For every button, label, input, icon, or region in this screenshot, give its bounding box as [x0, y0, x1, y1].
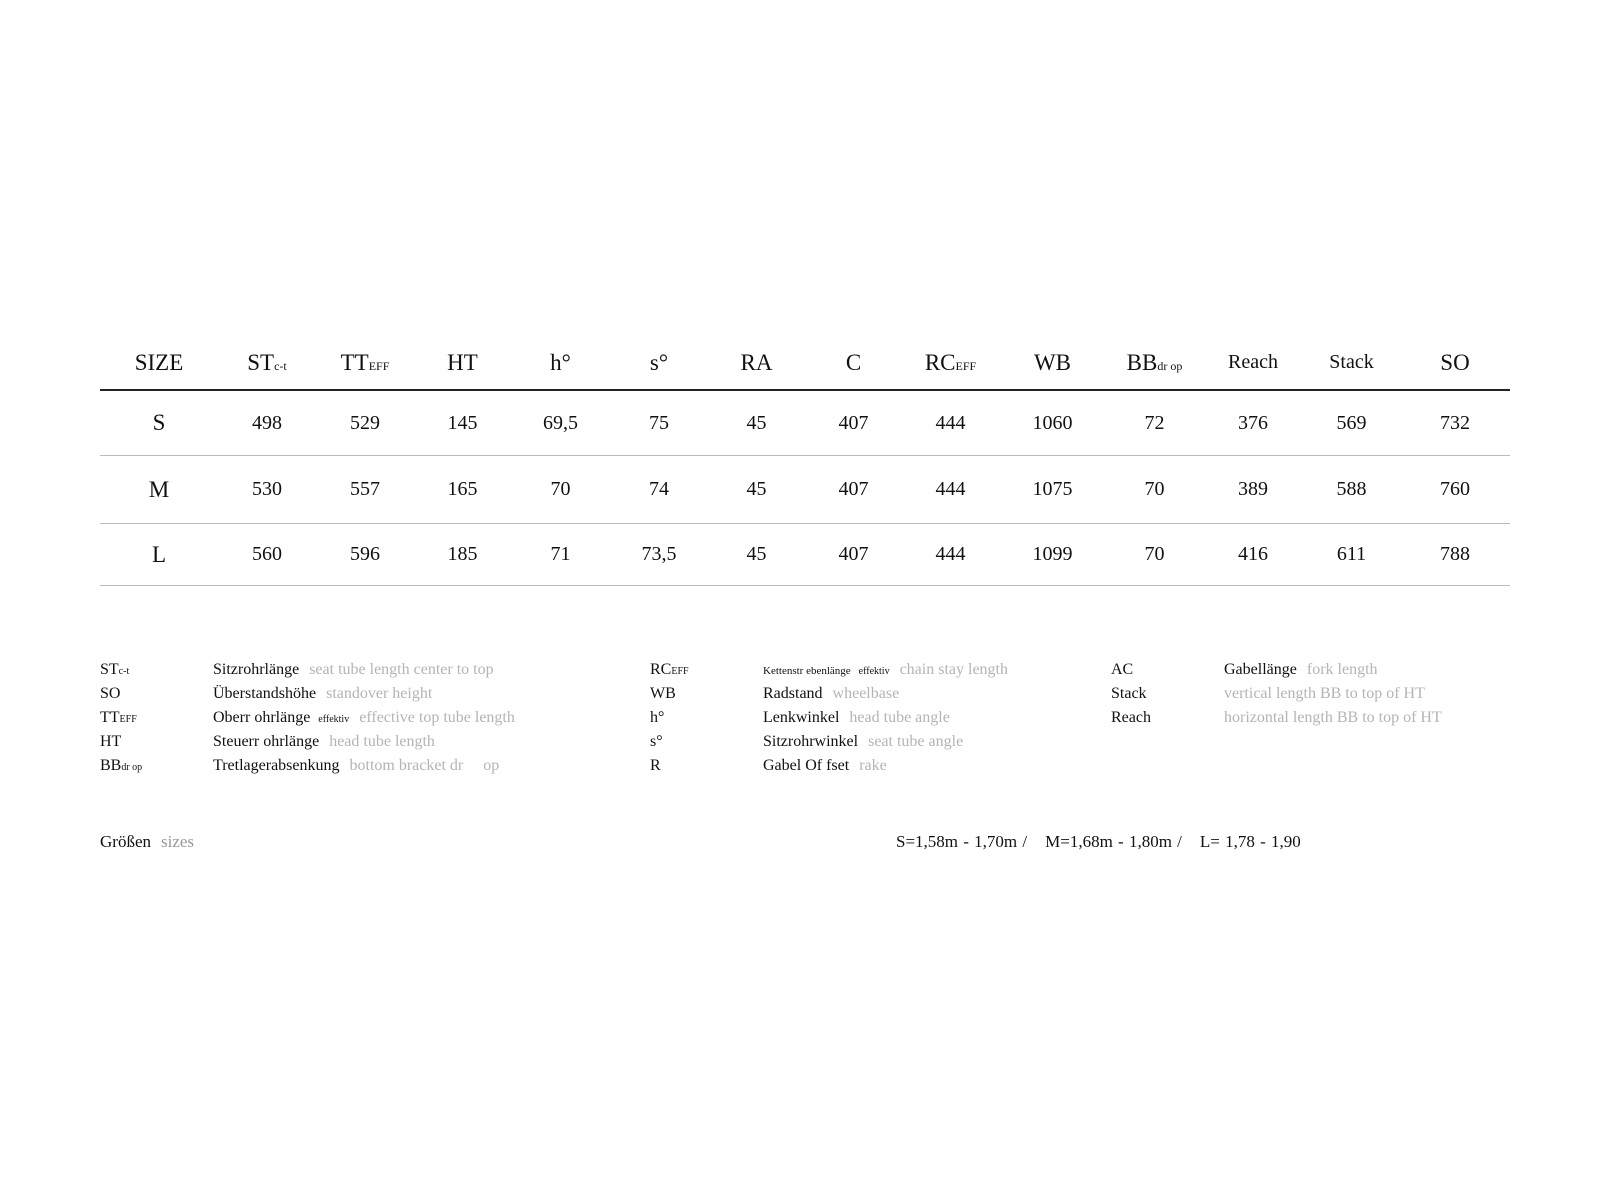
table-cell: 45	[708, 456, 805, 524]
column-header	[511, 336, 610, 390]
legend-abbreviation-main: HT	[100, 733, 122, 750]
legend-description	[213, 754, 499, 778]
legend-description	[763, 754, 887, 778]
legend-german-term: Radstand	[763, 685, 823, 702]
table-cell: 732	[1400, 390, 1510, 456]
table-cell: 569	[1303, 390, 1400, 456]
legend-abbreviation	[1111, 682, 1147, 706]
legend-abbreviation-main: h°	[650, 709, 665, 726]
legend-abbreviation	[650, 706, 664, 730]
legend-german-qualifier: effektiv	[858, 666, 890, 677]
table-cell: 185	[414, 524, 511, 586]
legend-english-term: rake	[859, 757, 887, 774]
size-cell: M	[100, 456, 218, 524]
table-cell: 560	[218, 524, 316, 586]
legend-item	[650, 730, 1100, 754]
legend-english-term: vertical length BB to top of HT	[1224, 685, 1425, 702]
column-header-label: C	[845, 349, 862, 375]
column-header-label: RC	[924, 349, 956, 375]
legend-item	[650, 682, 1100, 706]
legend-abbreviation-main: AC	[1111, 661, 1134, 678]
legend-english-term: fork length	[1306, 661, 1378, 678]
table-cell: 389	[1203, 456, 1303, 524]
legend-german-term: Oberr ohrlänge	[213, 709, 311, 726]
legend-description	[213, 730, 435, 754]
column-header	[218, 336, 316, 390]
legend-english-term: wheelbase	[832, 685, 900, 702]
legend-german-qualifier: effektiv	[318, 714, 350, 725]
legend-item	[100, 754, 620, 778]
table-header-row	[100, 336, 1510, 390]
column-header	[1303, 336, 1400, 390]
geometry-table	[100, 336, 1510, 586]
column-header-label: Reach	[1228, 351, 1278, 373]
size-range-s: S=1,58m - 1,70m /	[896, 832, 1028, 851]
column-header-label: TT	[340, 349, 369, 375]
column-header	[1106, 336, 1203, 390]
legend-english-term: bottom bracket dr op	[349, 757, 500, 774]
table-cell: 1099	[999, 524, 1106, 586]
table-cell: 376	[1203, 390, 1303, 456]
table-cell: 45	[708, 390, 805, 456]
legend-abbreviation-main: Reach	[1111, 709, 1151, 726]
table-cell: 444	[902, 524, 999, 586]
legend-german-term: Steuerr ohrlänge	[213, 733, 320, 750]
column-header	[805, 336, 902, 390]
column-header-label: SO	[1440, 349, 1470, 375]
table-cell: 760	[1400, 456, 1510, 524]
table-cell: 1060	[999, 390, 1106, 456]
table-cell: 444	[902, 456, 999, 524]
legend-description	[1224, 706, 1442, 730]
column-header-label: SIZE	[134, 349, 184, 375]
legend-abbreviation	[1111, 706, 1151, 730]
legend-abbreviation-main: BB	[100, 757, 122, 774]
table-cell: 70	[1106, 524, 1203, 586]
column-header-label: HT	[447, 349, 478, 375]
column-header-label: BB	[1126, 349, 1158, 375]
legend-german-term: Sitzrohrwinkel	[763, 733, 859, 750]
table-cell: 75	[610, 390, 708, 456]
sizes-label-de: Größen	[100, 832, 151, 851]
table-row	[100, 456, 1510, 524]
legend-abbreviation-subscript: EFF	[671, 666, 689, 677]
legend-item	[1111, 706, 1511, 730]
legend-english-term: head tube length	[329, 733, 435, 750]
table-row	[100, 524, 1510, 586]
size-range-l: L= 1,78 - 1,90	[1199, 832, 1301, 851]
table-cell: 145	[414, 390, 511, 456]
table-cell: 588	[1303, 456, 1400, 524]
column-header-subscript: EFF	[955, 358, 977, 373]
table-cell: 596	[316, 524, 414, 586]
legend-abbreviation-subscript: EFF	[119, 714, 137, 725]
table-cell: 444	[902, 390, 999, 456]
legend-item	[1111, 682, 1511, 706]
legend-abbreviation-main: SO	[100, 685, 121, 702]
column-header	[100, 336, 218, 390]
column-header	[610, 336, 708, 390]
legend-description	[213, 706, 515, 732]
legend-abbreviation-subscript: c-t	[118, 666, 130, 677]
legend-description	[213, 658, 494, 682]
table-cell: 416	[1203, 524, 1303, 586]
legend-english-term: head tube angle	[849, 709, 950, 726]
legend-abbreviation-main: R	[650, 757, 661, 774]
table-row	[100, 390, 1510, 456]
legend-description	[213, 682, 432, 706]
column-header-label: h°	[550, 349, 571, 375]
column-header	[316, 336, 414, 390]
legend-abbreviation	[650, 754, 661, 778]
legend-german-term: Kettenstr ebenlänge	[763, 665, 851, 677]
table-cell: 71	[511, 524, 610, 586]
legend-column-3	[1111, 658, 1511, 730]
legend-abbreviation-main: Stack	[1111, 685, 1147, 702]
legend-abbreviation-main: s°	[650, 733, 663, 750]
column-header-label: ST	[247, 349, 275, 375]
column-header-label: Stack	[1329, 351, 1374, 373]
legend-english-term: seat tube length center to top	[309, 661, 494, 678]
table-cell: 529	[316, 390, 414, 456]
table-cell: 1075	[999, 456, 1106, 524]
legend-english-term: standover height	[326, 685, 433, 702]
column-header	[1400, 336, 1510, 390]
table-cell: 407	[805, 524, 902, 586]
legend-abbreviation	[1111, 658, 1133, 682]
column-header-subscript: EFF	[368, 358, 390, 373]
legend-german-term: Gabellänge	[1224, 661, 1297, 678]
legend-german-term: Gabel Of fset	[763, 757, 850, 774]
legend-abbreviation	[650, 682, 676, 706]
column-header-label: RA	[740, 349, 773, 375]
table-cell: 45	[708, 524, 805, 586]
legend-description	[763, 682, 899, 706]
legend-english-term: seat tube angle	[868, 733, 964, 750]
column-header	[999, 336, 1106, 390]
column-header-label: WB	[1033, 349, 1072, 375]
table-cell: 407	[805, 390, 902, 456]
sizes-label-en: sizes	[160, 832, 195, 851]
table-cell: 530	[218, 456, 316, 524]
column-header	[414, 336, 511, 390]
size-cell: L	[100, 524, 218, 586]
legend-item	[650, 658, 1100, 682]
legend-abbreviation-main: WB	[650, 685, 676, 702]
legend-abbreviation	[650, 730, 663, 754]
size-cell: S	[100, 390, 218, 456]
legend-description	[1224, 682, 1425, 706]
legend-abbreviation	[100, 730, 121, 754]
legend-item	[100, 682, 620, 706]
legend-abbreviation	[100, 754, 142, 780]
legend-item	[650, 706, 1100, 730]
legend-german-term: Lenkwinkel	[763, 709, 840, 726]
legend-abbreviation-main: TT	[100, 709, 120, 726]
table-cell: 74	[610, 456, 708, 524]
legend-abbreviation-main: RC	[650, 661, 672, 678]
table-cell: 70	[1106, 456, 1203, 524]
table-cell: 165	[414, 456, 511, 524]
sizes-ranges	[896, 832, 1319, 852]
legend-description	[763, 658, 1008, 684]
legend-item	[650, 754, 1100, 778]
column-header-label: s°	[649, 349, 669, 375]
column-header-subscript: c-t	[274, 358, 287, 373]
table-cell: 557	[316, 456, 414, 524]
legend-column-2	[650, 658, 1100, 778]
legend-german-term: Sitzrohrlänge	[213, 661, 300, 678]
legend-abbreviation	[100, 682, 120, 706]
column-header	[1203, 336, 1303, 390]
legend-description	[1224, 658, 1378, 682]
column-header	[902, 336, 999, 390]
column-header	[708, 336, 805, 390]
table-cell: 788	[1400, 524, 1510, 586]
legend-item	[1111, 658, 1511, 682]
table-cell: 70	[511, 456, 610, 524]
legend-german-term: Überstandshöhe	[213, 685, 317, 702]
table-cell: 72	[1106, 390, 1203, 456]
legend-abbreviation-subscript: dr op	[121, 762, 143, 773]
sizes-label	[100, 832, 194, 852]
legend-item	[100, 706, 620, 730]
table-cell: 611	[1303, 524, 1400, 586]
legend-column-1	[100, 658, 620, 778]
column-header-subscript: dr op	[1157, 358, 1183, 373]
table-cell: 498	[218, 390, 316, 456]
table-cell: 407	[805, 456, 902, 524]
legend-item	[100, 730, 620, 754]
table-body	[100, 390, 1510, 586]
legend-english-term: effective top tube length	[359, 709, 515, 726]
table-cell: 73,5	[610, 524, 708, 586]
legend-abbreviation-main: ST	[100, 661, 119, 678]
legend-item	[100, 658, 620, 682]
size-range-m: M=1,68m - 1,80m /	[1045, 832, 1182, 851]
legend-english-term: horizontal length BB to top of HT	[1224, 709, 1442, 726]
legend-abbreviation	[100, 706, 137, 732]
legend-abbreviation	[650, 658, 689, 684]
table-cell: 69,5	[511, 390, 610, 456]
legend-abbreviation	[100, 658, 129, 684]
legend-german-term: Tretlagerabsenkung	[213, 757, 340, 774]
legend-description	[763, 706, 950, 730]
legend-description	[763, 730, 963, 754]
legend-english-term: chain stay length	[899, 661, 1008, 678]
